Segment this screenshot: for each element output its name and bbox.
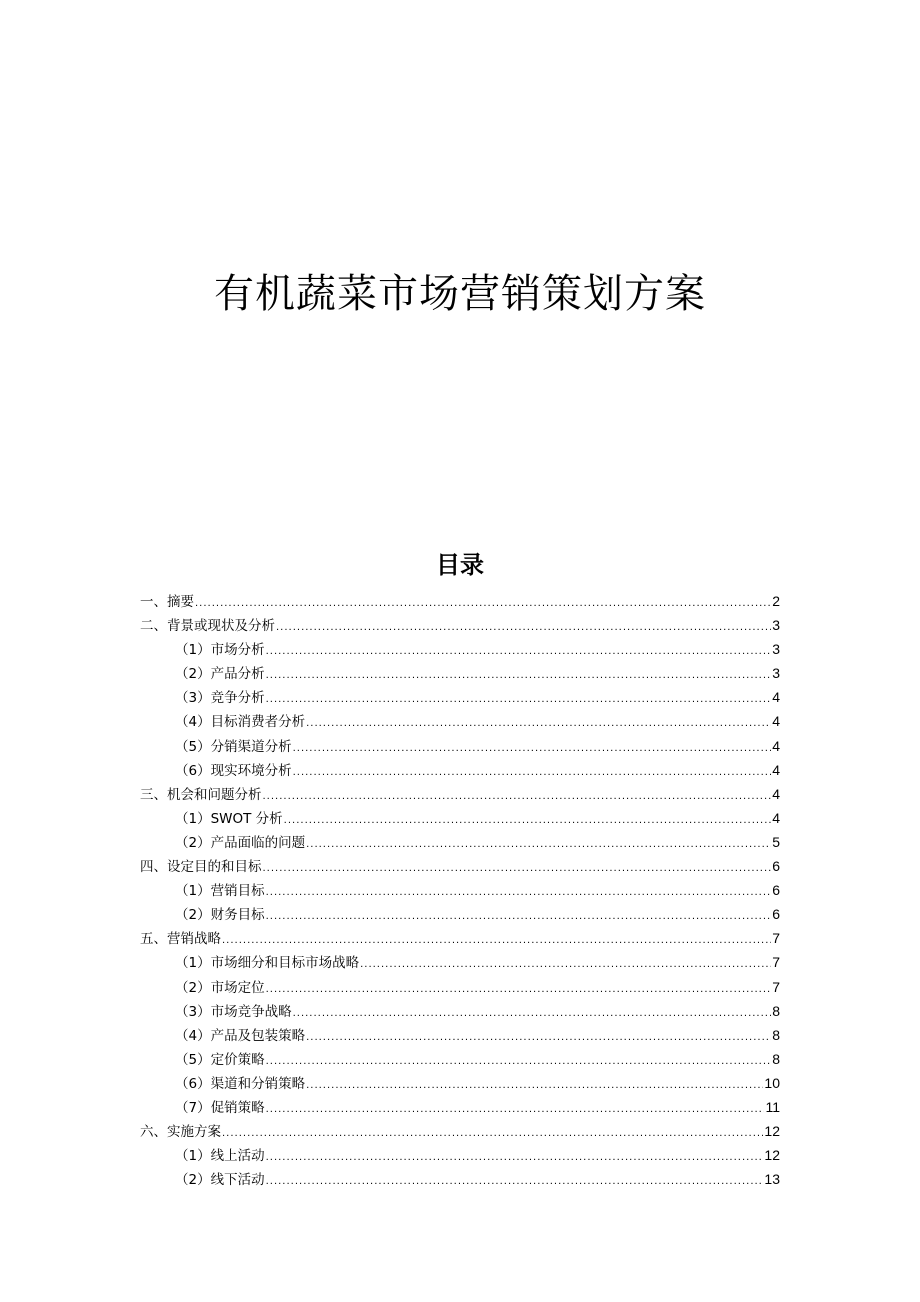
toc-leader-dots bbox=[306, 833, 771, 857]
toc-leader-dots bbox=[222, 1122, 763, 1146]
toc-entry-segmentation[interactable] bbox=[140, 950, 780, 974]
toc-entry-label: （7）促销策略 bbox=[175, 1099, 265, 1116]
toc-entry-label: （1）营销目标 bbox=[175, 883, 265, 900]
toc-page-number: 8 bbox=[772, 1050, 780, 1067]
toc-leader-dots bbox=[276, 616, 771, 640]
toc-entry-label: 六、实施方案 bbox=[140, 1124, 221, 1141]
toc-heading: 目录 bbox=[436, 551, 484, 579]
document-title: 有机蔬菜市场营销策划方案 bbox=[214, 271, 706, 317]
toc-page-number: 12 bbox=[764, 1147, 780, 1164]
toc-entry-market-analysis[interactable] bbox=[140, 637, 780, 661]
toc-entry-positioning[interactable] bbox=[140, 975, 780, 999]
toc-entry-environment-analysis[interactable] bbox=[140, 758, 780, 782]
toc-entry-channel-strategy[interactable] bbox=[140, 1071, 780, 1095]
toc-entry-swot[interactable] bbox=[140, 806, 780, 830]
toc-leader-dots bbox=[266, 881, 772, 905]
toc-page-number: 7 bbox=[772, 978, 780, 995]
toc-entry-label: 一、摘要 bbox=[140, 594, 194, 610]
toc-entry-label: （5）定价策略 bbox=[175, 1051, 265, 1068]
toc-leader-dots bbox=[266, 1146, 764, 1170]
toc-leader-dots bbox=[266, 688, 772, 712]
toc-leader-dots bbox=[263, 785, 772, 809]
toc-entry-label: 五、营销战略 bbox=[140, 931, 221, 948]
toc-page-number: 2 bbox=[772, 593, 780, 609]
toc-entry-competitive-strategy[interactable] bbox=[140, 999, 780, 1023]
toc-page-number: 3 bbox=[772, 641, 780, 658]
toc-entry-label: （2）产品面临的问题 bbox=[175, 834, 306, 851]
toc-leader-dots bbox=[266, 978, 772, 1002]
toc-leader-dots bbox=[360, 953, 771, 977]
toc-leader-dots bbox=[306, 1026, 771, 1050]
toc-entry-implementation[interactable] bbox=[140, 1119, 780, 1143]
toc-page-number: 3 bbox=[772, 665, 780, 682]
toc-entry-label: 二、背景或现状及分析 bbox=[140, 618, 275, 635]
toc-leader-dots bbox=[263, 857, 772, 881]
toc-page-number: 6 bbox=[772, 858, 780, 875]
toc-page-number: 4 bbox=[772, 689, 780, 706]
toc-entry-product-analysis[interactable] bbox=[140, 661, 780, 685]
toc-entry-label: （2）产品分析 bbox=[175, 666, 265, 683]
toc-entry-background[interactable] bbox=[140, 613, 780, 637]
toc-entry-label: （3）竞争分析 bbox=[175, 690, 265, 707]
toc-entry-label: （2）线下活动 bbox=[175, 1172, 265, 1189]
toc-entry-label: 四、设定目的和目标 bbox=[140, 859, 262, 876]
toc-leader-dots bbox=[222, 929, 771, 953]
toc-leader-dots bbox=[293, 1002, 772, 1026]
toc-page-number: 8 bbox=[772, 1026, 780, 1043]
toc-entry-label: （1）SWOT 分析 bbox=[175, 810, 283, 827]
toc-page-number: 4 bbox=[772, 809, 780, 826]
toc-entry-product-packaging[interactable] bbox=[140, 1023, 780, 1047]
toc-page-number: 10 bbox=[764, 1074, 780, 1091]
toc-page-number: 4 bbox=[772, 761, 780, 778]
toc-page-number: 3 bbox=[772, 617, 780, 634]
toc-page-number: 4 bbox=[772, 737, 780, 754]
toc-entry-label: （2）财务目标 bbox=[175, 907, 265, 924]
toc-entry-competition-analysis[interactable] bbox=[140, 685, 780, 709]
toc-leader-dots bbox=[306, 712, 771, 736]
toc-entry-label: 三、机会和问题分析 bbox=[140, 786, 262, 803]
toc-entry-goals[interactable] bbox=[140, 854, 780, 878]
toc-entry-pricing[interactable] bbox=[140, 1047, 780, 1071]
toc-entry-label: （5）分销渠道分析 bbox=[175, 738, 292, 755]
toc-leader-dots bbox=[266, 905, 772, 929]
toc-entry-channel-analysis[interactable] bbox=[140, 734, 780, 758]
toc-entry-label: （2）市场定位 bbox=[175, 979, 265, 996]
toc-leader-dots bbox=[284, 809, 772, 833]
toc-entry-product-problems[interactable] bbox=[140, 830, 780, 854]
toc-leader-dots bbox=[293, 761, 772, 785]
toc-entry-offline-activities[interactable] bbox=[140, 1167, 780, 1191]
toc-page-number: 6 bbox=[772, 882, 780, 899]
toc-page-number: 7 bbox=[772, 930, 780, 947]
toc-entry-label: （1）线上活动 bbox=[175, 1148, 265, 1165]
toc-entry-promotion[interactable] bbox=[140, 1095, 780, 1119]
toc-entry-online-activities[interactable] bbox=[140, 1143, 780, 1167]
toc-entry-marketing-strategy[interactable] bbox=[140, 926, 780, 950]
toc-leader-dots bbox=[266, 1098, 765, 1122]
toc-leader-dots bbox=[266, 1170, 764, 1194]
toc-entry-label: （4）目标消费者分析 bbox=[175, 714, 306, 731]
toc-page-number: 11 bbox=[765, 1098, 780, 1115]
toc-page-number: 13 bbox=[764, 1171, 780, 1188]
toc-page-number: 4 bbox=[772, 785, 780, 802]
toc-leader-dots bbox=[266, 640, 772, 664]
toc-page-number: 5 bbox=[772, 833, 780, 850]
toc-page-number: 8 bbox=[772, 1002, 780, 1019]
toc-entry-opportunities-issues[interactable] bbox=[140, 782, 780, 806]
toc-entry-label: （1）市场细分和目标市场战略 bbox=[175, 955, 360, 972]
toc-entry-summary[interactable] bbox=[140, 589, 780, 613]
toc-entry-financial-goals[interactable] bbox=[140, 902, 780, 926]
toc-entry-target-consumer-analysis[interactable] bbox=[140, 709, 780, 733]
toc-entry-label: （6）渠道和分销策略 bbox=[175, 1075, 306, 1092]
toc-page-number: 4 bbox=[772, 713, 780, 730]
toc-leader-dots bbox=[266, 1050, 772, 1074]
table-of-contents bbox=[140, 589, 780, 1191]
toc-leader-dots bbox=[266, 664, 772, 688]
toc-entry-label: （1）市场分析 bbox=[175, 642, 265, 659]
toc-leader-dots bbox=[195, 592, 771, 616]
toc-entry-label: （3）市场竞争战略 bbox=[175, 1003, 292, 1020]
toc-leader-dots bbox=[306, 1074, 763, 1098]
toc-entry-label: （4）产品及包装策略 bbox=[175, 1027, 306, 1044]
toc-page-number: 6 bbox=[772, 906, 780, 923]
toc-leader-dots bbox=[293, 737, 772, 761]
toc-page-number: 7 bbox=[772, 954, 780, 971]
toc-entry-label: （6）现实环境分析 bbox=[175, 762, 292, 779]
toc-page-number: 12 bbox=[764, 1123, 780, 1140]
toc-entry-marketing-goals[interactable] bbox=[140, 878, 780, 902]
